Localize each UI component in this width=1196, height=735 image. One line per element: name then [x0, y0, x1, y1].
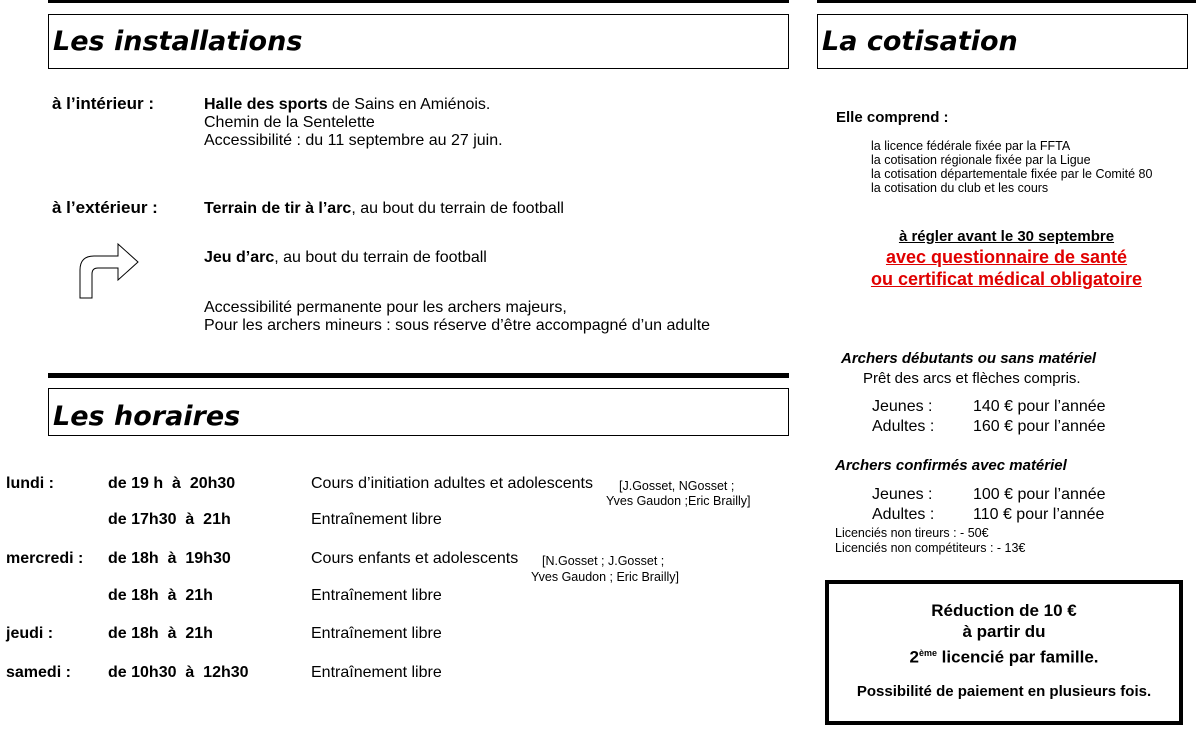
schedule-note: Yves Gaudon ; Eric Brailly]: [531, 570, 679, 584]
schedule-time: de 18h à 19h30: [108, 550, 231, 567]
jeu-line: [204, 249, 487, 267]
schedule-note: Yves Gaudon ;Eric Brailly]: [606, 494, 751, 508]
schedule-time: de 10h30 à 12h30: [108, 664, 249, 681]
comprend-list: [871, 139, 1152, 195]
schedule-desc: Entraînement libre: [311, 511, 442, 528]
halle-location: de Sains en Amiénois.: [327, 96, 491, 113]
reduction-amount: Réduction de 10 €: [931, 601, 1077, 620]
schedule-day: jeudi :: [6, 625, 54, 642]
confirmes-jeunes-price: 100 € pour l’année: [973, 486, 1106, 503]
reduction-rank-suffix: ème: [918, 648, 937, 658]
debutants-adultes-label: Adultes :: [872, 418, 935, 435]
schedule-desc: Entraînement libre: [311, 664, 442, 681]
questionnaire-requirement: avec questionnaire de santé: [885, 247, 1128, 267]
access-majeurs: Accessibilité permanente pour les archers majeurs,: [204, 299, 567, 316]
debutants-adultes-price: 160 € pour l’année: [973, 418, 1106, 435]
non-competiteurs-discount: Licenciés non compétiteurs : - 13€: [835, 541, 1026, 555]
halle-name: Halle des sports: [204, 96, 328, 113]
interieur-info: [204, 96, 503, 150]
reduction-from: à partir du: [962, 622, 1046, 641]
confirmes-jeunes-label: Jeunes :: [872, 486, 933, 503]
schedule-day: lundi :: [6, 475, 54, 492]
debutants-title: Archers débutants ou sans matériel: [841, 350, 1097, 367]
terrain-name: Terrain de tir à l’arc: [204, 200, 352, 217]
schedule-desc: Entraînement libre: [311, 625, 442, 642]
debutants-jeunes-label: Jeunes :: [872, 398, 933, 415]
debutants-jeunes-price: 140 € pour l’année: [973, 398, 1106, 415]
schedule-time: de 19 h à 20h30: [108, 475, 236, 492]
schedule-time: de 18h à 21h: [108, 587, 213, 604]
payment-deadline: à régler avant le 30 septembre: [898, 228, 1115, 245]
payment-deadline-block: [817, 228, 1196, 290]
certificat-requirement: ou certificat médical obligatoire: [870, 269, 1143, 289]
schedule-note: [J.Gosset, NGosset ;: [619, 479, 735, 493]
payment-options: Possibilité de paiement en plusieurs fois.: [856, 682, 1152, 700]
reduction-rank: 2: [909, 647, 919, 667]
terrain-line: [204, 200, 564, 218]
interieur-label: à l’intérieur :: [52, 94, 155, 113]
schedule-day: samedi :: [6, 664, 71, 681]
installations-title: Les installations: [53, 26, 303, 57]
cotisation-title: La cotisation: [822, 26, 1018, 57]
confirmes-title: Archers confirmés avec matériel: [835, 457, 1067, 474]
reduction-condition: [829, 642, 1179, 669]
turn-right-arrow-icon: [78, 240, 140, 300]
schedule-time: de 18h à 21h: [108, 625, 213, 642]
halle-accessibility: Accessibilité : du 11 septembre au 27 juin.: [204, 132, 503, 149]
list-item: la cotisation départementale fixée par le Comité 80: [871, 167, 1153, 181]
schedule-desc: Cours d’initiation adultes et adolescents: [311, 475, 593, 492]
halle-address: Chemin de la Sentelette: [204, 114, 375, 131]
list-item: la licence fédérale fixée par la FFTA: [871, 139, 1071, 153]
schedule-time: de 17h30 à 21h: [108, 511, 231, 528]
comprend-label: Elle comprend :: [836, 109, 949, 126]
schedule-day: mercredi :: [6, 550, 84, 567]
schedule-desc: Cours enfants et adolescents: [311, 550, 519, 567]
non-tireurs-discount: Licenciés non tireurs : - 50€: [835, 526, 989, 540]
debutants-subtitle: Prêt des arcs et flèches compris.: [863, 370, 1081, 387]
top-rule-left: [48, 0, 789, 3]
reduction-condition-text: licencié par famille.: [936, 647, 1099, 667]
confirmes-adultes-label: Adultes :: [872, 506, 935, 523]
installations-title-box: [48, 14, 789, 69]
jeu-name: Jeu d’arc: [204, 249, 275, 266]
confirmes-adultes-price: 110 € pour l’année: [973, 506, 1105, 523]
cotisation-title-box: [817, 14, 1188, 69]
access-info: [204, 299, 710, 335]
access-mineurs: Pour les archers mineurs : sous réserve d’être accompagné d’un adulte: [204, 317, 711, 334]
schedule-note: [N.Gosset ; J.Gosset ;: [542, 554, 665, 568]
schedule-desc: Entraînement libre: [311, 587, 442, 604]
terrain-location: , au bout du terrain de football: [351, 200, 564, 217]
list-item: la cotisation du club et les cours: [871, 181, 1049, 195]
exterieur-label: à l’extérieur :: [52, 198, 158, 217]
reduction-box: [825, 580, 1183, 725]
horaires-rule: [48, 373, 789, 378]
horaires-title-box: [48, 388, 789, 436]
top-rule-right: [817, 0, 1196, 3]
jeu-location: , au bout du terrain de football: [274, 249, 487, 266]
horaires-title: Les horaires: [53, 401, 241, 432]
list-item: la cotisation régionale fixée par la Ligue: [871, 153, 1091, 167]
